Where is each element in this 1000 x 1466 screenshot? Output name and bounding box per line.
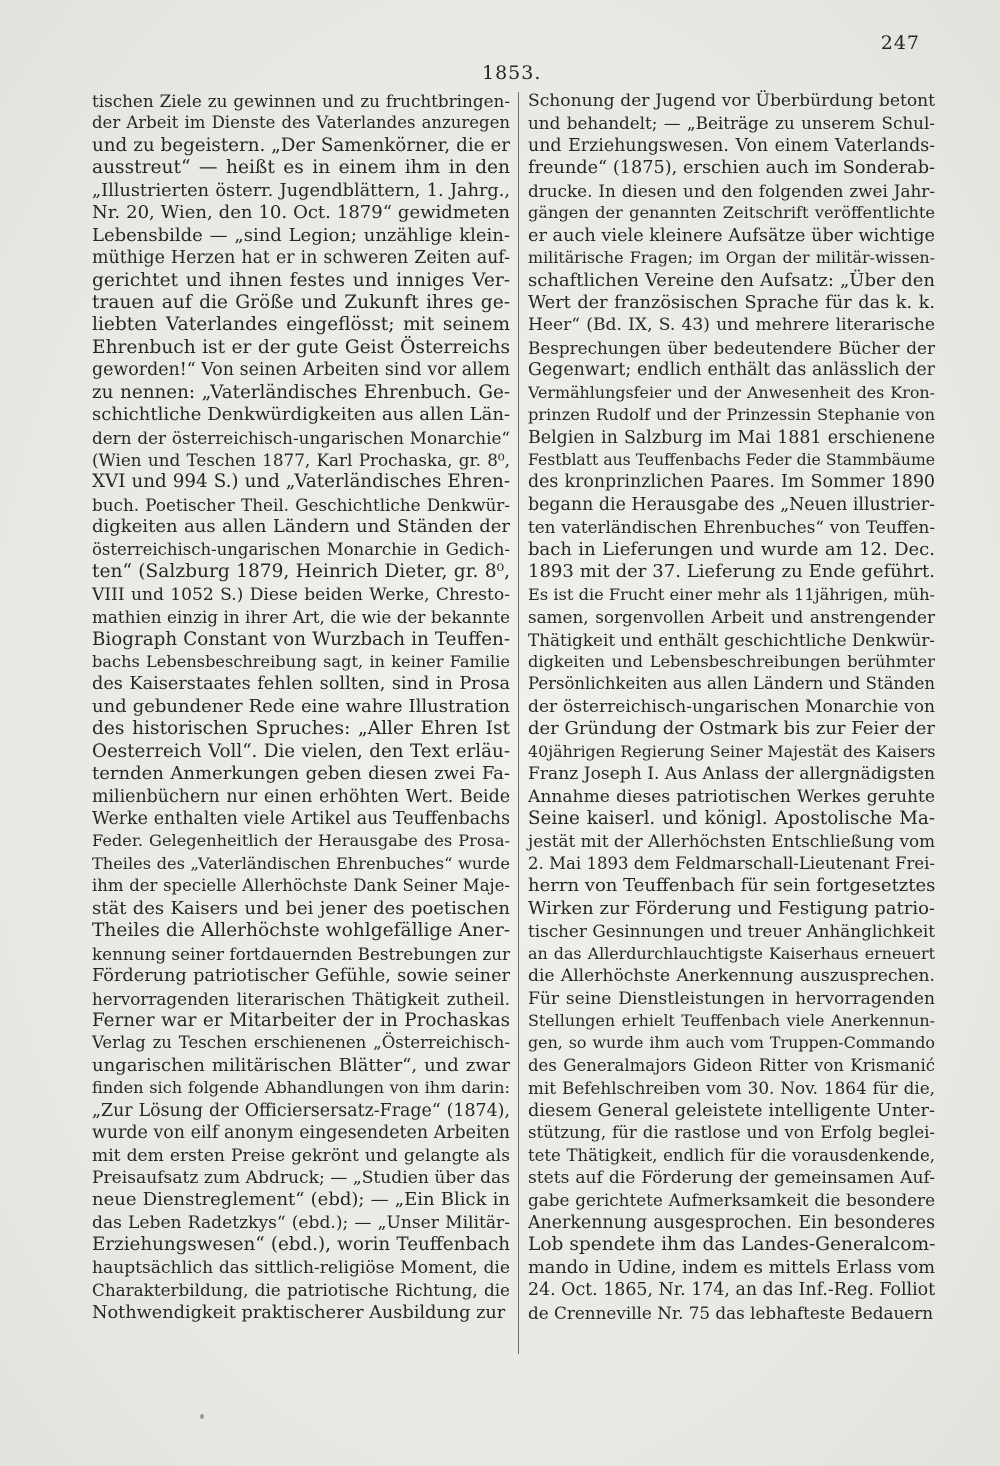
text-line: das Leben Radetzkys“ (ebd.); — „Unser Militär- <box>92 1212 510 1233</box>
text-line: der Arbeit im Dienste des Vaterlandes anzuregen <box>92 113 510 133</box>
text-line: die Allerhöchste Anerkennung auszusprechen. <box>528 966 935 987</box>
text-line: bach in Lieferungen und wurde am 12. Dec. <box>528 538 935 560</box>
text-line: mathien einzig in ihrer Art, die wie der bekannte <box>92 607 510 628</box>
text-line: Förderung patriotischer Gefühle, sowie seiner <box>92 966 510 987</box>
text-line: „Illustrierten österr. Jugendblättern, 1. Jahrg., <box>92 180 510 201</box>
text-line: Schonung der Jugend vor Überbürdung betont <box>528 91 935 111</box>
text-line: Verlag zu Teschen erschienenen „Österreichisch- <box>92 1033 510 1053</box>
text-line: und Erziehungswesen. Von einem Vaterlands- <box>528 135 935 156</box>
text-line: Annahme dieses patriotischen Werkes geruhte <box>528 786 935 807</box>
text-line: drucke. In diesen und den folgenden zwei Jahr- <box>528 180 935 201</box>
text-line: ternden Anmerkungen geben diesen zwei Fa- <box>92 763 510 785</box>
text-line: 40jährigen Regierung Seiner Majestät des Kaisers <box>528 741 936 761</box>
text-line: schichtliche Denkwürdigkeiten aus allen Län- <box>92 404 510 426</box>
text-line: Theiles die Allerhöchste wohlgefällige Aner- <box>92 920 510 942</box>
text-line: digkeiten und Lebensbeschreibungen berühmter <box>528 651 935 671</box>
text-line: des Generalmajors Gideon Ritter von Krismanić <box>528 1055 935 1075</box>
text-line: Vermählungsfeier und der Anwesenheit des Kron- <box>528 382 935 402</box>
text-line: ausstreut“ — heißt es in einem ihm in den <box>92 157 510 179</box>
text-line: stützung, für die rastlose und von Erfolg beglei- <box>528 1123 935 1143</box>
text-line: der Gründung der Ostmark bis zur Feier der <box>528 718 935 740</box>
text-line: begann die Herausgabe des „Neuen illustrier- <box>528 494 935 515</box>
text-line: schaftlichen Vereine den Aufsatz: „Über den <box>528 269 935 291</box>
text-line: samen, sorgenvollen Arbeit und anstrengender <box>528 607 935 628</box>
text-line: zu nennen: „Vaterländisches Ehrenbuch. Ge- <box>92 381 510 403</box>
text-line: des Kaiserstaates fehlen sollten, sind in Prosa <box>92 674 510 695</box>
text-line: militärische Fragen; im Organ der militär-wissen- <box>528 248 935 268</box>
text-line: Besprechungen über bedeutendere Bücher der <box>528 337 935 358</box>
text-line: Lob spendete ihm das Landes-Generalcom- <box>528 1234 936 1256</box>
text-line: jestät mit der Allerhöchsten Entschließung vom <box>528 831 935 852</box>
text-line: tischen Ziele zu gewinnen und zu fruchtbringen- <box>92 91 510 111</box>
text-line: und zu begeistern. „Der Samenkörner, die er <box>92 134 510 156</box>
text-line: gabe gerichtete Aufmerksamkeit die besondere <box>528 1190 935 1211</box>
text-line: Oesterreich Voll“. Die vielen, den Text erläu- <box>92 740 510 762</box>
text-line: kennung seiner fortdauernden Bestrebungen zur <box>92 943 511 964</box>
text-line: Theiles des „Vaterländischen Ehrenbuches“ wurde <box>92 853 510 873</box>
text-line: XVI und 994 S.) und „Vaterländisches Ehren- <box>92 471 510 493</box>
text-line: ungarischen militärischen Blätter“, und zwar <box>92 1054 510 1076</box>
text-line: „Zur Lösung der Officiersersatz-Frage“ (1874), <box>92 1100 510 1121</box>
text-line: buch. Poetischer Theil. Geschichtliche Denkwür- <box>92 494 510 515</box>
text-line: des historischen Spruches: „Aller Ehren Ist <box>92 718 510 740</box>
text-line: Charakterbildung, die patriotische Richtung, die <box>92 1280 510 1301</box>
text-line: Festblatt aus Teuffenbachs Feder die Stammbäume <box>528 451 935 469</box>
text-line: Anerkennung ausgesprochen. Ein besonderes <box>528 1212 935 1233</box>
text-line: der österreichisch-ungarischen Monarchie von <box>528 696 935 717</box>
text-line: Werke enthalten viele Artikel aus Teuffenbachs <box>92 809 510 829</box>
text-line: Wirken zur Förderung und Festigung patrio- <box>528 897 935 919</box>
text-line: gängen der genannten Zeitschrift veröffentlichte <box>528 203 935 223</box>
running-head-year: 1853. <box>482 62 542 84</box>
text-line: Gegenwart; endlich enthält das anlässlich der <box>528 360 935 381</box>
text-line: ihm der specielle Allerhöchste Dank Seiner Maje- <box>92 876 510 896</box>
text-line: diesem General geleistete intelligente Unter- <box>528 1100 935 1121</box>
text-line: Persönlichkeiten aus allen Ländern und Ständen <box>528 674 935 694</box>
text-line: stets auf die Förderung der gemeinsamen Auf- <box>528 1168 935 1188</box>
text-line: an das Allerdurchlauchtigste Kaiserhaus erneuert <box>528 943 935 963</box>
text-line: Wert der französischen Sprache für das k. k. <box>528 292 935 313</box>
text-line: mit Befehlschreiben vom 30. Nov. 1864 für die, <box>528 1078 935 1099</box>
text-line: Preisaufsatz zum Abdruck; — „Studien über das <box>92 1168 510 1188</box>
text-line: Biograph Constant von Wurzbach in Teuffen- <box>92 628 510 650</box>
page-number: 247 <box>880 32 920 54</box>
text-line: er auch viele kleinere Aufsätze über wichtige <box>528 225 935 246</box>
text-line: Für seine Dienstleistungen in hervorragenden <box>528 988 935 1009</box>
text-line: (Wien und Teschen 1877, Karl Prochaska, gr. 8⁰, <box>92 450 510 470</box>
text-line: Feder. Gelegenheitlich der Herausgabe des Prosa- <box>92 831 510 851</box>
text-line: tischer Gesinnungen und treuer Anhänglichkeit <box>528 921 935 942</box>
text-line: stät des Kaisers und bei jener des poetischen <box>92 897 510 919</box>
text-line: bachs Lebensbeschreibung sagt, in keiner Familie <box>92 651 510 671</box>
text-line: 24. Oct. 1865, Nr. 174, an das Inf.-Reg. Folliot <box>528 1280 936 1301</box>
text-line: ten vaterländischen Ehrenbuches“ von Teuffen- <box>528 517 935 538</box>
text-line: neue Dienstreglement“ (ebd); — „Ein Blick in <box>92 1189 510 1211</box>
text-line: geworden!“ Von seinen Arbeiten sind vor allem <box>92 360 510 381</box>
text-line: hervorragenden literarischen Thätigkeit zutheil. <box>92 988 510 1009</box>
text-line: müthige Herzen hat er in schweren Zeiten auf- <box>92 248 510 269</box>
text-line: 2. Mai 1893 dem Feldmarschall-Lieutenant Frei- <box>528 853 935 873</box>
text-line: und behandelt; — „Beiträge zu unserem Schul- <box>528 113 935 134</box>
text-line: milienbüchern nur einen erhöhten Wert. Beide <box>92 786 510 807</box>
text-line: Seine kaiserl. und königl. Apostolische Ma- <box>528 808 935 829</box>
text-line: trauen auf die Größe und Zukunft ihres ge- <box>92 291 510 313</box>
column-divider <box>518 92 519 1354</box>
text-line: 1893 mit der 37. Lieferung zu Ende geführt. <box>528 561 935 583</box>
text-line: Ferner war er Mitarbeiter der in Prochaskas <box>92 1009 510 1031</box>
text-line: dern der österreichisch-ungarischen Monarchie“ <box>92 427 510 448</box>
text-line: des kronprinzlichen Paares. Im Sommer 1890 <box>528 472 935 493</box>
text-line: Lebensbilde — „sind Legion; unzählige klein- <box>92 224 510 246</box>
text-line: Nothwendigkeit praktischerer Ausbildung zur <box>92 1302 506 1323</box>
text-line: Erziehungswesen“ (ebd.), worin Teuffenbach <box>92 1234 510 1256</box>
text-line: tete Thätigkeit, endlich für die vorausdenkende, <box>528 1145 935 1165</box>
text-line: mando in Udine, indem es mittels Erlass vom <box>528 1257 935 1278</box>
text-line: gerichtet und ihnen festes und inniges Ver- <box>92 269 510 291</box>
paper-speck <box>200 1414 204 1419</box>
text-line: Belgien in Salzburg im Mai 1881 erschienene <box>528 427 935 448</box>
text-line: finden sich folgende Abhandlungen von ihm darin: <box>92 1078 510 1098</box>
text-line: und gebundener Rede eine wahre Illustration <box>92 695 510 717</box>
text-line: VIII und 1052 S.) Diese beiden Werke, Chresto- <box>92 584 510 605</box>
text-line: de Crenneville Nr. 75 das lebhafteste Bedauern <box>528 1302 934 1323</box>
text-line: mit dem ersten Preise gekrönt und gelangte als <box>92 1145 510 1166</box>
text-line: Thätigkeit und enthält geschichtliche Denkwür- <box>528 629 936 650</box>
text-line: österreichisch-ungarischen Monarchie in Gedich- <box>92 539 510 559</box>
text-line: Ehrenbuch ist er der gute Geist Österreichs <box>92 336 510 358</box>
text-line: hauptsächlich das sittlich-religiöse Moment, die <box>92 1257 510 1278</box>
right-column <box>528 90 935 1324</box>
text-line: Nr. 20, Wien, den 10. Oct. 1879“ gewidmeten <box>92 202 510 224</box>
text-line: gen, so wurde ihm auch vom Truppen-Commando <box>528 1033 935 1053</box>
text-line: freunde“ (1875), erschien auch im Sonderab- <box>528 158 935 179</box>
text-line: liebten Vaterlandes eingeflösst; mit seinem <box>92 314 510 336</box>
text-line: prinzen Rudolf und der Prinzessin Stephanie von <box>528 405 935 425</box>
text-line: ten“ (Salzburg 1879, Heinrich Dieter, gr. 8⁰, <box>92 561 510 583</box>
text-line: herrn von Teuffenbach für sein fortgesetztes <box>528 875 936 897</box>
text-line: digkeiten aus allen Ländern und Ständen der <box>92 516 510 538</box>
text-line: Heer“ (Bd. IX, S. 43) und mehrere literarische <box>528 315 935 336</box>
text-line: Franz Joseph I. Aus Anlass der allergnädigsten <box>528 764 935 785</box>
left-column <box>92 90 510 1324</box>
text-line: Es ist die Frucht einer mehr als 11jährigen, müh- <box>528 584 935 604</box>
text-line: wurde von eilf anonym eingesendeten Arbeiten <box>92 1123 510 1144</box>
text-line: Stellungen erhielt Teuffenbach viele Anerkennun- <box>528 1010 935 1030</box>
